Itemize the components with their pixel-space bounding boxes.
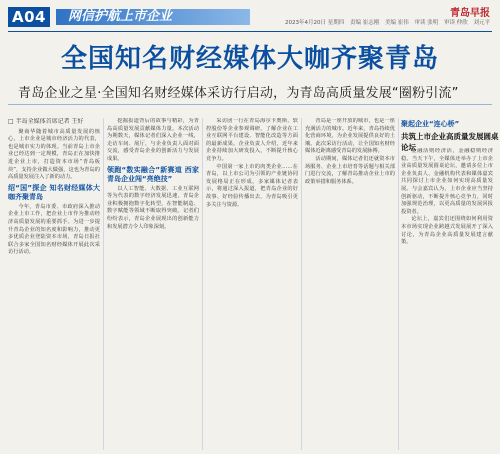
article-column-4 <box>305 118 395 448</box>
paragraph: 活动期间，媒体记者们还就资本市场服务、企业上市培育等话题与相关部门进行交流，了解青岛推动企业上市的政策举措和服务体系。 <box>305 155 395 185</box>
paragraph: 挖掘报道背后的故事与精彩，为青岛高质量发展贡献媒体力量。本次活动为期数天，媒体记者们深入企业一线，走访车间、展厅，与企业负责人面对面交流，感受青岛企业的创新活力与发展成果。 <box>107 118 199 162</box>
section-heading: 领跑“数实融合”新赛道 西家青岛企业闯“亮绝技” <box>107 165 199 183</box>
article-column-3 <box>206 118 298 448</box>
article-byline: □ 半岛全媒体首席记者 王好 <box>8 118 84 125</box>
headline-rule <box>8 104 492 105</box>
article-subheadline: 青岛企业之星·全国知名财经媒体采访行启动，为青岛高质量发展“圈粉引流” <box>18 86 459 101</box>
editor-2: 美编 崔伟 <box>384 20 409 26</box>
editor-3: 审读 张明 <box>414 20 439 26</box>
column-divider <box>202 118 203 450</box>
sidebar-heading: 聚起企业“连心桥” <box>401 120 460 128</box>
paragraph: 今年，青岛市委、市政府深入推动企业上市工作，把企业上市作为推动经济高质量发展的重要抓手。为进一步提升青岛企业的知名度和影响力，推动更多优质企业登陆资本市场，青岛日报社联合多家全国知名财经媒体开展此次采访行活动。 <box>8 203 100 256</box>
article-headline: 全国知名财经媒体大咖齐聚青岛 <box>60 44 439 74</box>
paragraph: 聚商华随着城市高质量发展的核心，上市企业是城市经济活力的代表，也是城市实力的体现。当前青岛上市企业已经达到一定规模，青岛正在加快推进企业上市，打造资本市场“青岛板块”，支持企业做大做强，这也为青岛的高质量发展注入了新的动力。 <box>8 128 100 181</box>
page-number: A04 <box>8 7 50 27</box>
sidebar-subheading: 共筑上市企业高质量发展圆桌论坛 <box>401 132 499 152</box>
sidebar-column <box>401 148 493 450</box>
editor-5: 刘元平 <box>473 20 490 26</box>
section-heading: 绍“国”探企 知名财经媒体大咖齐聚青岛 <box>8 183 100 201</box>
newspaper-logo: 青岛早报 <box>450 8 490 19</box>
editor-4: 审读 仲欣 <box>443 20 468 26</box>
article-column-1 <box>8 118 100 448</box>
editor-1: 责编 崔志刚 <box>349 20 380 26</box>
paragraph: 金融活则经济活，金融稳则经济稳。当天下午，全媒体还举办了上市企业高质量发展圆桌论坛，邀请多位上市企业负责人、金融机构代表和媒体嘉宾共同探讨上市企业如何实现高质量发展。与会嘉宾认为，上市企业应当坚持创新驱动，不断提升核心竞争力，同时加强规范治理，以更高质量的发展回报投资者。 <box>401 148 493 215</box>
issue-date: 2023年4月20日 星期四 <box>284 20 345 26</box>
paragraph: 论坛上，嘉宾们还围绕如何利用资本市场实现企业跨越式发展展开了深入讨论，为青岛企业高质量发展建言献策。 <box>401 216 493 246</box>
column-divider <box>398 118 399 450</box>
column-divider <box>301 118 302 450</box>
article-column-2 <box>107 118 199 448</box>
column-divider <box>103 118 104 450</box>
section-title: 网信护航上市企业 <box>56 9 250 25</box>
paragraph: 采访团一行在青岛海尔卡奥斯、软控股份等企业参观调研，了解企业在工业互联网平台建设、智能化改造等方面的最新成果。企业负责人介绍，近年来企业持续加大研发投入，不断提升核心竞争力。 <box>206 118 298 162</box>
paragraph: 青岛是一座开放的城市，也是一座充满活力的城市。近年来，青岛持续优化营商环境，为企业发展提供良好的土壤。此次采访行活动，让全国知名财经媒体近距离感受青岛的发展脉搏。 <box>305 118 395 155</box>
paragraph: 中国第一家上市的肉类企业……在青岛，以上市公司为引领的产业链协同发展格局正在形成。多家媒体记者表示，将通过深入报道，把青岛企业的好故事、好经验传播出去，为青岛吸引更多关注与资源。 <box>206 163 298 208</box>
paragraph: 以人工智能、大数据、工业互联网等为代表的数字经济发展迅速，青岛企业积极拥抱数字化转型，在智能制造、数字赋能等领域不断取得突破。记者们纷纷表示，青岛企业展现出的创新能力和发展潜力令人印象深刻。 <box>107 185 199 230</box>
page-header <box>0 0 500 30</box>
issue-meta <box>281 18 490 26</box>
header-rule <box>8 31 492 32</box>
